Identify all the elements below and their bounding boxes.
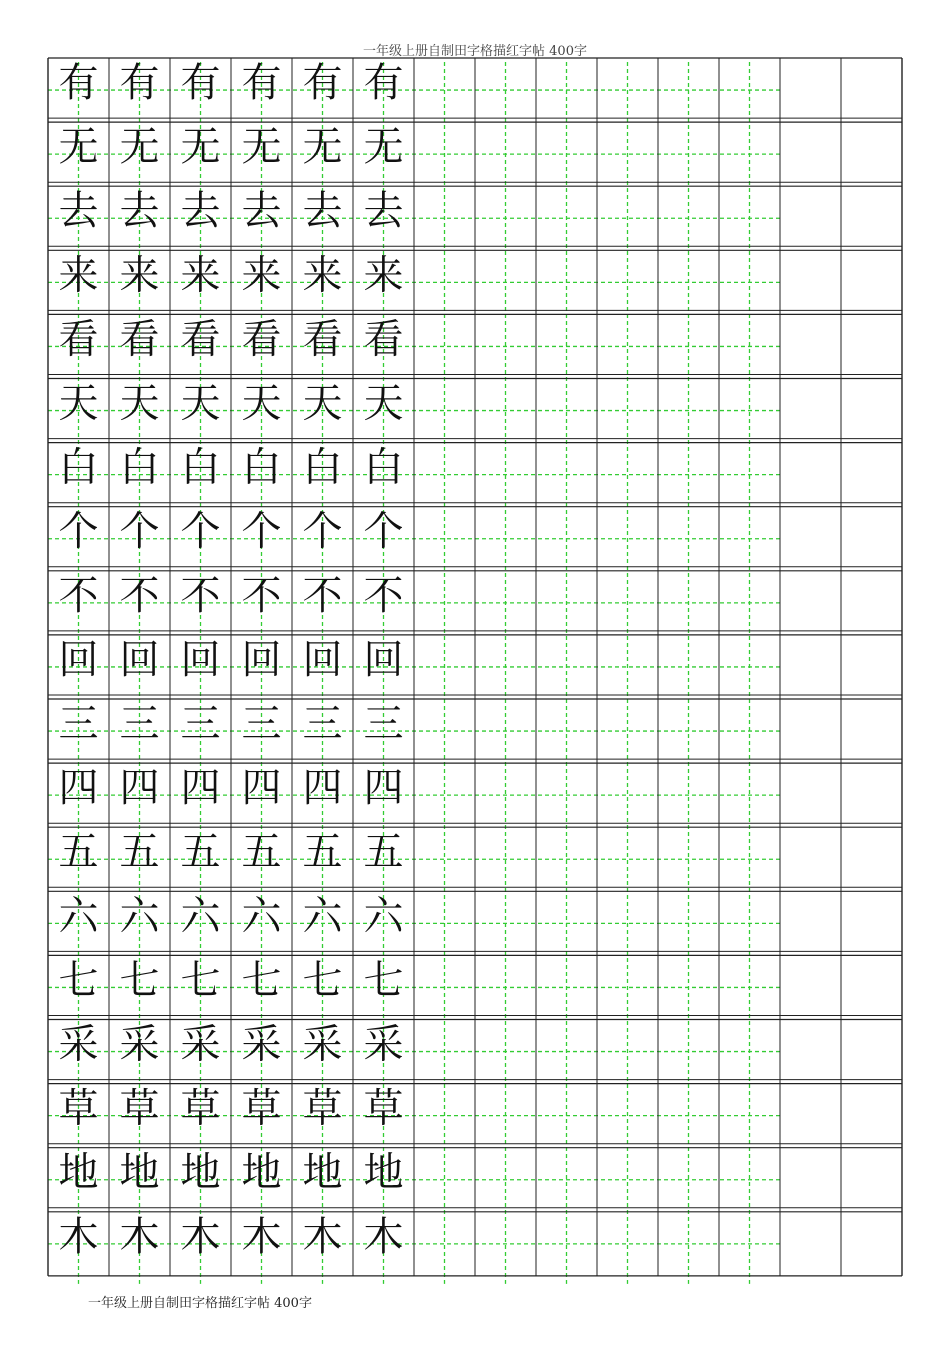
practice-character: 天 bbox=[302, 380, 343, 427]
practice-character: 草 bbox=[302, 1085, 343, 1132]
practice-character: 个 bbox=[363, 508, 404, 555]
practice-character: 不 bbox=[58, 572, 99, 619]
practice-character: 回 bbox=[180, 636, 221, 683]
practice-character: 七 bbox=[302, 957, 343, 1004]
practice-character: 四 bbox=[119, 765, 160, 812]
practice-character: 看 bbox=[241, 316, 282, 363]
practice-character: 五 bbox=[180, 829, 221, 876]
practice-character: 采 bbox=[363, 1021, 404, 1068]
practice-character: 回 bbox=[302, 636, 343, 683]
practice-character: 个 bbox=[58, 508, 99, 555]
practice-character: 来 bbox=[119, 252, 160, 299]
practice-character: 木 bbox=[119, 1213, 160, 1260]
practice-character: 白 bbox=[302, 444, 343, 491]
practice-character: 天 bbox=[180, 380, 221, 427]
practice-character: 七 bbox=[363, 957, 404, 1004]
practice-character: 七 bbox=[180, 957, 221, 1004]
practice-character: 去 bbox=[58, 188, 99, 235]
practice-character: 四 bbox=[302, 765, 343, 812]
practice-character: 三 bbox=[58, 701, 99, 747]
practice-character: 四 bbox=[241, 765, 282, 812]
practice-character: 六 bbox=[363, 893, 404, 940]
practice-character: 去 bbox=[180, 188, 221, 235]
practice-character: 回 bbox=[241, 636, 282, 683]
practice-character: 五 bbox=[119, 829, 160, 876]
practice-character: 草 bbox=[58, 1085, 99, 1132]
practice-character: 有 bbox=[180, 60, 221, 106]
practice-character: 五 bbox=[58, 829, 99, 876]
practice-character: 木 bbox=[58, 1213, 99, 1260]
practice-character: 有 bbox=[58, 60, 99, 106]
practice-character: 来 bbox=[363, 252, 404, 299]
practice-character: 三 bbox=[241, 701, 282, 747]
practice-character: 草 bbox=[180, 1085, 221, 1132]
practice-character: 白 bbox=[363, 444, 404, 491]
practice-character: 四 bbox=[180, 765, 221, 812]
practice-character: 个 bbox=[241, 508, 282, 555]
practice-character: 采 bbox=[58, 1021, 99, 1068]
practice-character: 来 bbox=[58, 252, 99, 299]
practice-character: 无 bbox=[180, 124, 221, 171]
practice-character: 有 bbox=[302, 60, 343, 106]
practice-character: 三 bbox=[180, 701, 221, 747]
practice-character: 去 bbox=[302, 188, 343, 235]
practice-character: 三 bbox=[363, 701, 404, 747]
practice-character: 木 bbox=[363, 1213, 404, 1260]
practice-character: 有 bbox=[241, 60, 282, 106]
practice-character: 天 bbox=[363, 380, 404, 427]
practice-character: 去 bbox=[119, 188, 160, 235]
practice-character: 地 bbox=[58, 1149, 99, 1196]
practice-character: 来 bbox=[302, 252, 343, 299]
practice-character: 采 bbox=[302, 1021, 343, 1068]
practice-character: 七 bbox=[241, 957, 282, 1004]
practice-character: 个 bbox=[302, 508, 343, 555]
practice-character: 来 bbox=[180, 252, 221, 299]
practice-character: 地 bbox=[180, 1149, 221, 1196]
practice-character: 个 bbox=[119, 508, 160, 555]
practice-character: 有 bbox=[119, 60, 160, 106]
page-header: 一年级上册自制田字格描红字帖 400字 bbox=[363, 44, 587, 59]
practice-character: 不 bbox=[241, 572, 282, 619]
practice-character: 五 bbox=[241, 829, 282, 876]
practice-character: 四 bbox=[363, 765, 404, 812]
practice-character: 木 bbox=[302, 1213, 343, 1260]
practice-character: 回 bbox=[58, 636, 99, 683]
practice-character: 采 bbox=[241, 1021, 282, 1068]
practice-character: 地 bbox=[241, 1149, 282, 1196]
practice-character: 不 bbox=[363, 572, 404, 619]
practice-character: 地 bbox=[302, 1149, 343, 1196]
practice-character: 三 bbox=[302, 701, 343, 747]
practice-character: 白 bbox=[180, 444, 221, 491]
practice-character: 白 bbox=[119, 444, 160, 491]
practice-character: 看 bbox=[180, 316, 221, 363]
practice-character: 五 bbox=[363, 829, 404, 876]
practice-character: 不 bbox=[180, 572, 221, 619]
practice-character: 四 bbox=[58, 765, 99, 812]
practice-character: 去 bbox=[241, 188, 282, 235]
practice-character: 五 bbox=[302, 829, 343, 876]
practice-character: 地 bbox=[119, 1149, 160, 1196]
practice-character: 七 bbox=[119, 957, 160, 1004]
practice-character: 回 bbox=[119, 636, 160, 683]
practice-character: 来 bbox=[241, 252, 282, 299]
practice-character: 回 bbox=[363, 636, 404, 683]
practice-character: 草 bbox=[119, 1085, 160, 1132]
practice-character: 六 bbox=[302, 893, 343, 940]
practice-character: 有 bbox=[363, 60, 404, 106]
practice-character: 白 bbox=[241, 444, 282, 491]
practice-character: 天 bbox=[241, 380, 282, 427]
practice-character: 白 bbox=[58, 444, 99, 491]
practice-character: 个 bbox=[180, 508, 221, 555]
practice-character: 采 bbox=[180, 1021, 221, 1068]
practice-character: 不 bbox=[302, 572, 343, 619]
practice-character: 草 bbox=[363, 1085, 404, 1132]
practice-character: 七 bbox=[58, 957, 99, 1004]
practice-character: 去 bbox=[363, 188, 404, 235]
practice-character: 看 bbox=[58, 316, 99, 363]
practice-character: 草 bbox=[241, 1085, 282, 1132]
practice-character: 看 bbox=[119, 316, 160, 363]
practice-character: 三 bbox=[119, 701, 160, 747]
practice-character: 六 bbox=[58, 893, 99, 940]
practice-character: 无 bbox=[241, 124, 282, 171]
practice-character: 六 bbox=[180, 893, 221, 940]
practice-character: 六 bbox=[241, 893, 282, 940]
practice-character: 地 bbox=[363, 1149, 404, 1196]
practice-character: 木 bbox=[241, 1213, 282, 1260]
practice-character: 不 bbox=[119, 572, 160, 619]
practice-character: 无 bbox=[119, 124, 160, 171]
practice-character: 看 bbox=[302, 316, 343, 363]
practice-character: 六 bbox=[119, 893, 160, 940]
practice-character: 无 bbox=[302, 124, 343, 171]
practice-character: 无 bbox=[363, 124, 404, 171]
practice-character: 天 bbox=[58, 380, 99, 427]
practice-character: 采 bbox=[119, 1021, 160, 1068]
practice-character: 无 bbox=[58, 124, 99, 171]
practice-character: 天 bbox=[119, 380, 160, 427]
page-footer: 一年级上册自制田字格描红字帖 400字 bbox=[88, 1296, 312, 1311]
practice-character: 看 bbox=[363, 316, 404, 363]
practice-character: 木 bbox=[180, 1213, 221, 1260]
